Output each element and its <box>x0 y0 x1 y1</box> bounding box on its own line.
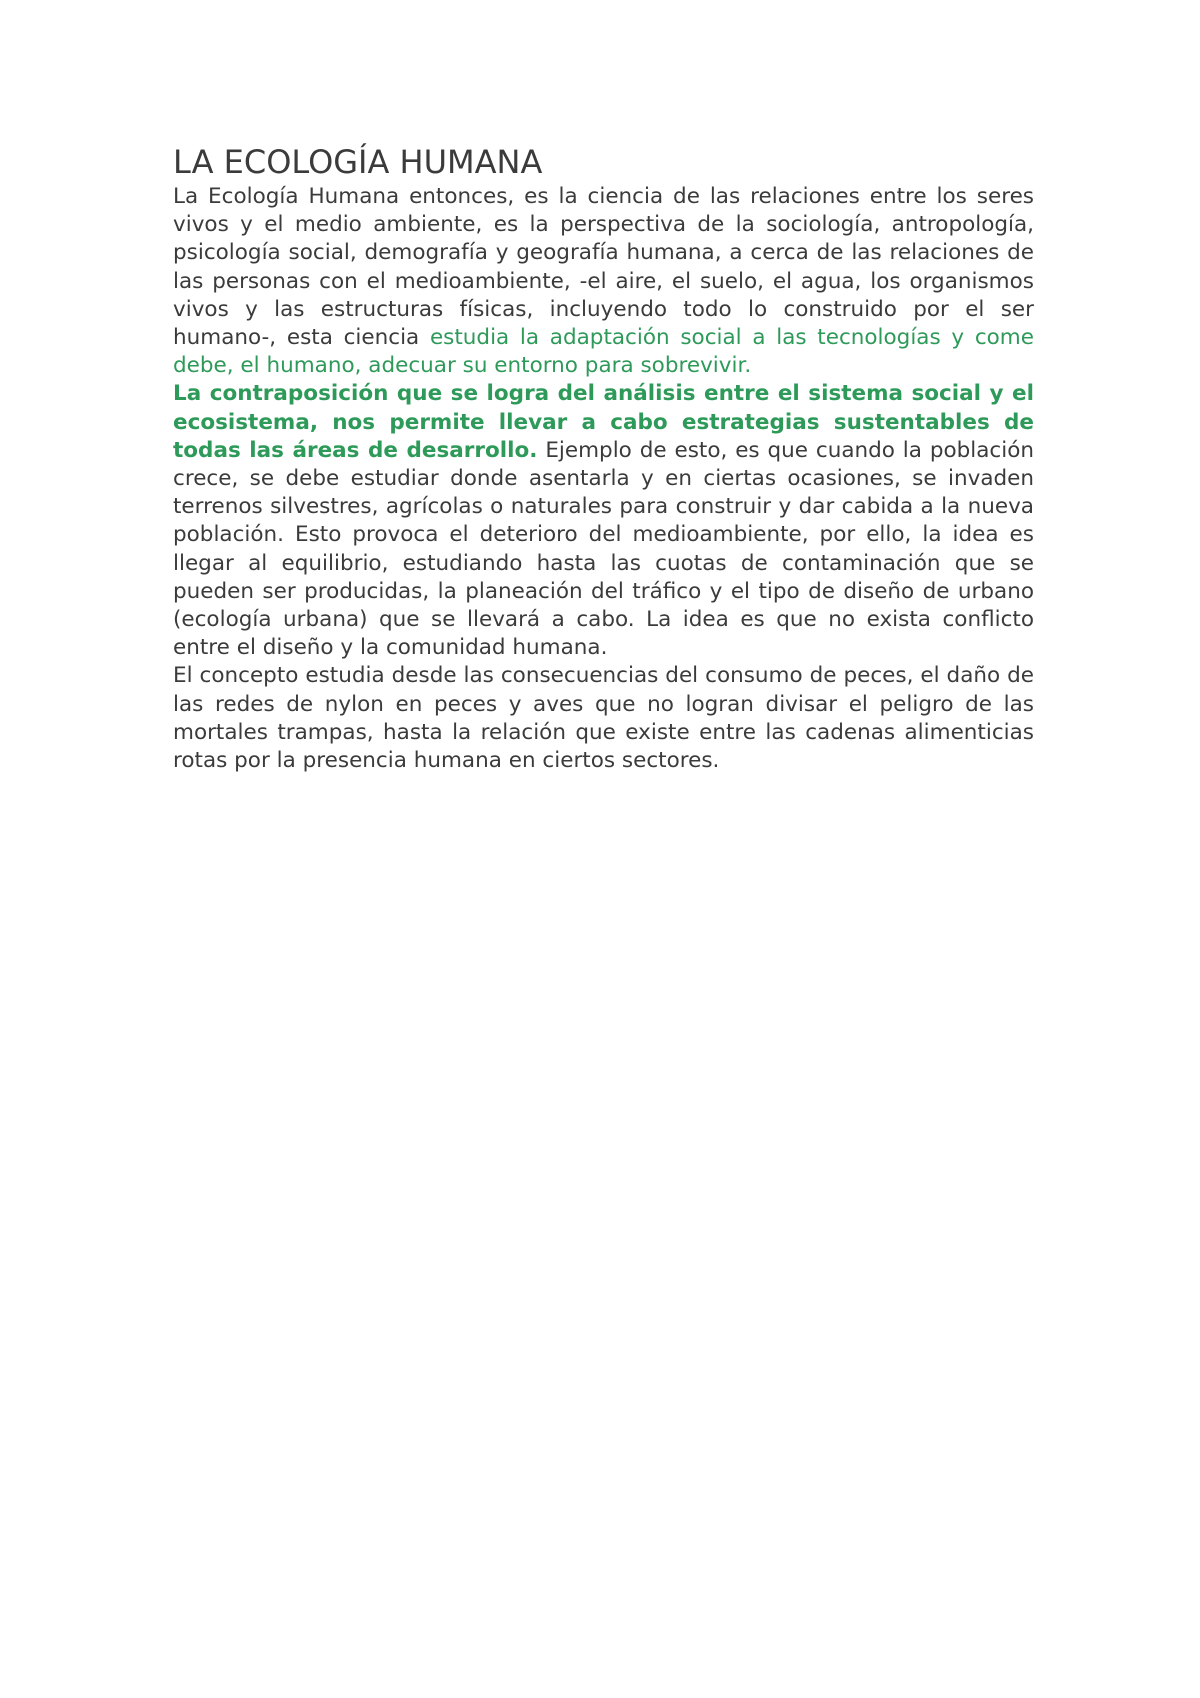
document-title: LA ECOLOGÍA HUMANA <box>173 143 543 181</box>
paragraph-concept: El concepto estudia desde las consecuencias del consumo de peces, el daño de las redes de nylon en peces y aves que no logran divisar el peligro de las mortales trampas, hasta la relación que existe entre las cadenas alimenticias rotas por la presencia humana en ciertos sectores. <box>173 663 1034 774</box>
paragraph-contraposition <box>173 380 1034 662</box>
paragraph-definition-text: La Ecología Humana entonces, es la ciencia de las relaciones entre los seres vivos y el medio ambiente, es la perspectiva de la sociología, antropología, psicología social, demografía y geografía humana, a cerca de las relaciones de las personas con el medioambiente, -el aire, el suelo, el agua, los organismos vivos y las estructuras físicas, incluyendo todo lo construido por el ser humano-, esta ciencia <box>173 184 1034 351</box>
paragraph-contraposition-text: Ejemplo de esto, es que cuando la población crece, se debe estudiar donde asentarla y en ciertas ocasiones, se invaden terrenos silvestres, agrícolas o naturales para construir y dar cabida a la nueva población. Esto provoca el deterioro del medioambiente, por ello, la idea es llegar al equilibrio, estudiando hasta las cuotas de contaminación que se pueden ser producidas, la planeación del tráfico y el tipo de diseño de urbano (ecología urbana) que se llevará a cabo. La idea es que no exista conflicto entre el diseño y la comunidad humana. <box>173 437 1035 661</box>
document-page <box>173 142 1034 775</box>
paragraph-definition <box>173 183 1034 380</box>
bold-highlight-contraposition: La contraposición que se logra del análisis entre el sistema social y el ecosistema, nos permite llevar a cabo estrategias sustentables de todas las áreas de desarrollo. <box>173 381 1034 463</box>
highlighted-phrase-adaptation: estudia la adaptación social a las tecnologías y come debe, el humano, adecuar su entorno para sobrevivir. <box>173 325 1034 379</box>
